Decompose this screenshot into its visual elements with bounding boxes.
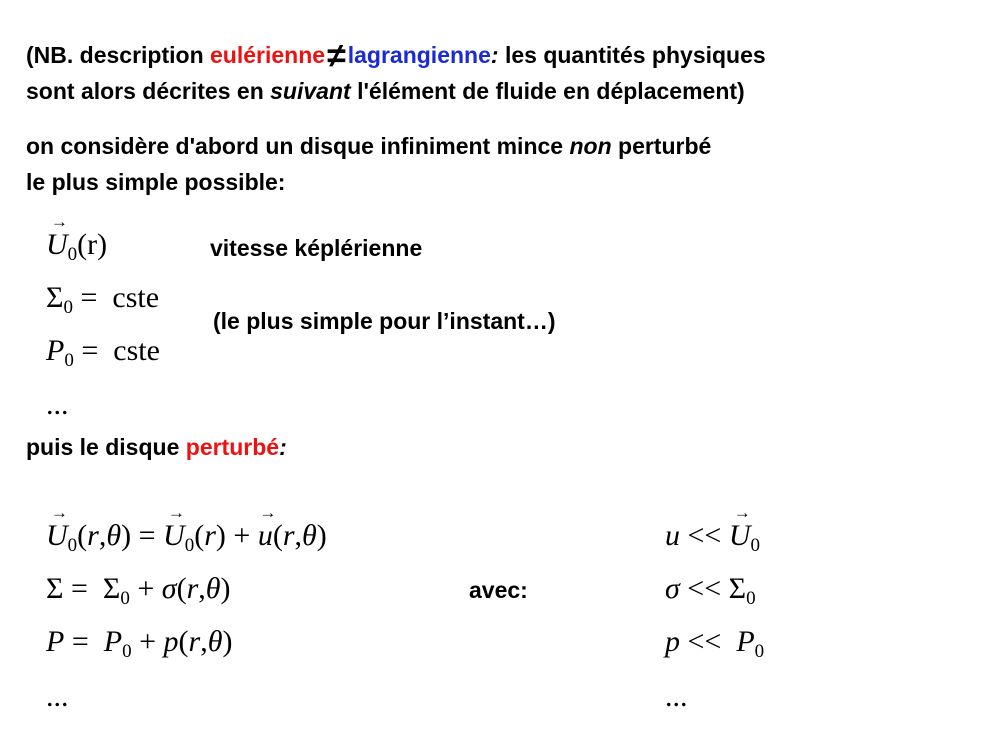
intro-line-1 xyxy=(26,133,711,161)
eq-dots-1: ... xyxy=(46,388,69,421)
avec-label: avec: xyxy=(469,577,528,603)
nb-colon: : xyxy=(490,42,499,68)
eq-sigma-perturbed: $\Sigma = \Sigma_0 + \sigma(r,\theta)$ xyxy=(46,572,231,609)
eq-sigma0: $\Sigma_0$ = cste xyxy=(46,281,160,318)
intro-end: perturbé xyxy=(618,133,712,159)
cond-u: u << → $U_0$ xyxy=(665,521,760,555)
eq-P0: $P_0$ = cste xyxy=(46,334,160,371)
eq-sigma0-rhs: cste xyxy=(112,281,160,314)
perturbed-intro xyxy=(26,434,287,462)
perturbed-start: puis le disque xyxy=(26,434,180,460)
nb-line-2 xyxy=(26,78,745,106)
suivant-word: suivant xyxy=(270,78,351,104)
eq-U0-args: (r) xyxy=(77,228,108,261)
nb-open: (NB. description xyxy=(26,42,204,68)
cond-sigma: $\sigma << \Sigma_0$ xyxy=(665,572,756,609)
nb-line-1: (NB. description eulérienne≠lagrangienne: les quantités physiques xyxy=(26,37,766,75)
eq-U0-perturbed: → $U_0(r,\theta)$ = → $U_0(r)$ + → u(r,θ) xyxy=(46,521,327,555)
perturbed-word: perturbé xyxy=(185,434,280,460)
eq-P-perturbed: $P = P_0 + p(r,\theta)$ xyxy=(46,625,233,662)
eq-dots-2: ... xyxy=(46,680,69,713)
intro-start: on considère d'abord un disque infiniment mince xyxy=(26,133,564,159)
nb-line2-end: l'élément de fluide en déplacement) xyxy=(357,78,745,104)
eq-P0-rhs: cste xyxy=(113,334,160,367)
non-word: non xyxy=(569,133,612,159)
nb-line2-start: sont alors décrites en xyxy=(26,78,264,104)
eulerian-word: eulérienne xyxy=(210,42,326,68)
intro-line-2: le plus simple possible: xyxy=(26,169,286,195)
label-simple: (le plus simple pour l’instant…) xyxy=(213,308,556,334)
perturbed-colon: : xyxy=(279,434,287,460)
cond-p: $p << P_0$ xyxy=(665,625,765,662)
nb-rest: les quantités physiques xyxy=(498,42,766,68)
cond-dots: ... xyxy=(665,680,688,713)
lagrangian-word: lagrangienne xyxy=(347,42,491,68)
label-keplerian: vitesse képlérienne xyxy=(210,235,423,261)
eq-U0: → $U_0(r)$ xyxy=(46,230,107,264)
